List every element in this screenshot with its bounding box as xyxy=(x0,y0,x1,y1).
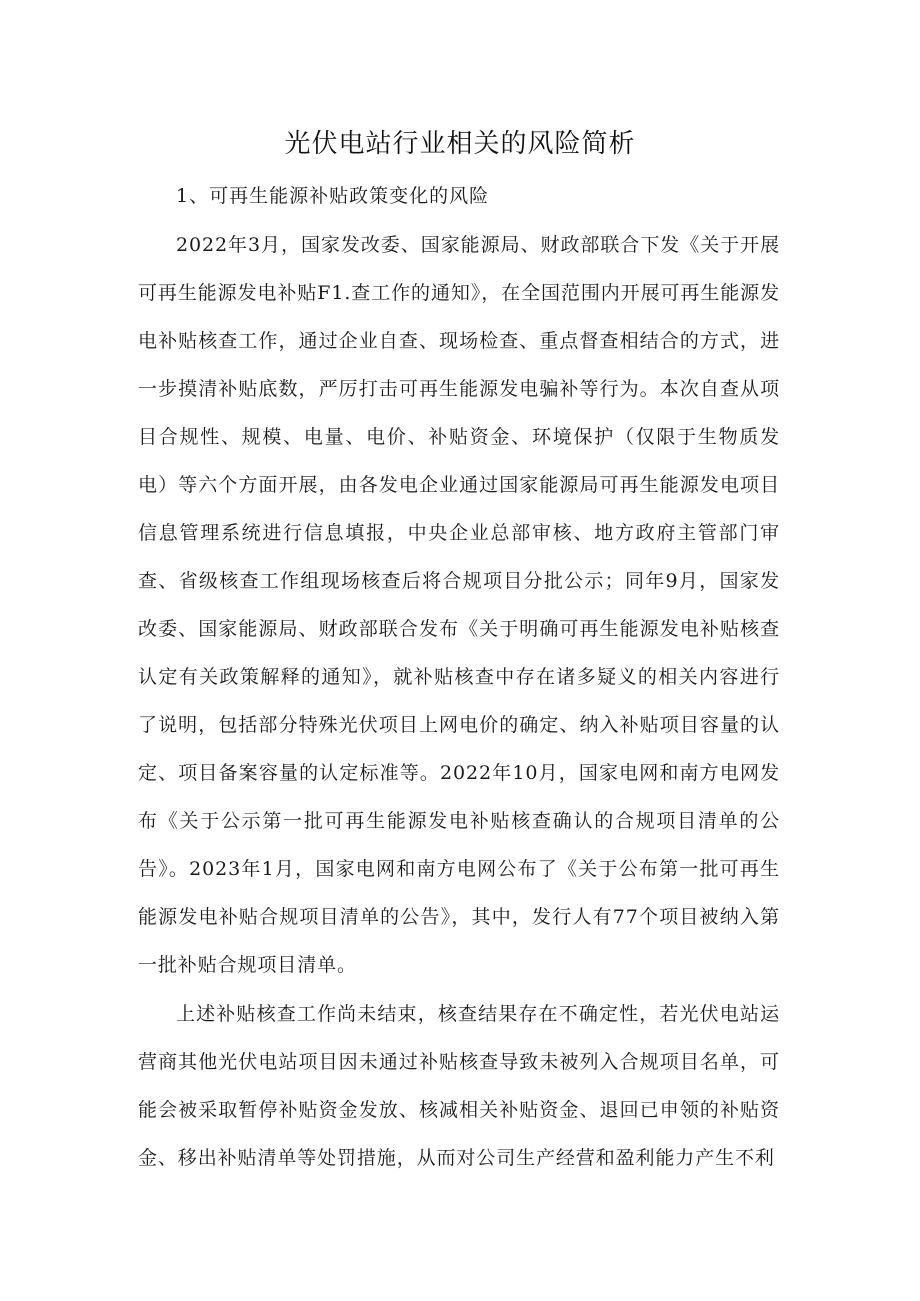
section-heading: 1、可再生能源补贴政策变化的风险 xyxy=(176,185,490,207)
body-paragraph-1: 2022年3月，国家发改委、国家能源局、财政部联合下发《关于开展可再生能源发电补贴F1.查工作的通知》，在全国范围内开展可再生能源发电补贴核查工作，通过企业自查、现场检查、重点督查相结合的方式，进一步摸清补贴底数，严厉打击可再生能源发电骗补等行为。本次自查从项目合规性、规模、电量、电价、补贴资金、环境保护（仅限于生物质发电）等六个方面开展，由各发电企业通过国家能源局可再生能源发电项目信息管理系统进行信息填报，中央企业总部审核、地方政府主管部门审查、省级核查工作组现场核查后将合规项目分批公示；同年9月，国家发改委、国家能源局、财政部联合发布《关于明确可再生能源发电补贴核查认定有关政策解释的通知》，就补贴核查中存在诸多疑义的相关内容进行了说明，包括部分特殊光伏项目上网电价的确定、纳入补贴项目容量的认定、项目备案容量的认定标准等。2022年10月，国家电网和南方电网发布《关于公示第一批可再生能源发电补贴核查确认的合规项目清单的公告》。2023年1月，国家电网和南方电网公布了《关于公布第一批可再生能源发电补贴合规项目清单的公告》，其中，发行人有77个项目被纳入第一批补贴合规项目清单。 xyxy=(138,234,780,976)
body-paragraph-2: 上述补贴核查工作尚未结束，核查结果存在不确定性，若光伏电站运营商其他光伏电站项目因未通过补贴核查导致未被列入合规项目名单，可能会被采取暂停补贴资金发放、核减相关补贴资金、退回已申领的补贴资金、移出补贴清单等处罚措施，从而对公司生产经营和盈利能力产生不利 xyxy=(138,1003,780,1169)
document-title: 光伏电站行业相关的风险简析 xyxy=(284,129,636,159)
